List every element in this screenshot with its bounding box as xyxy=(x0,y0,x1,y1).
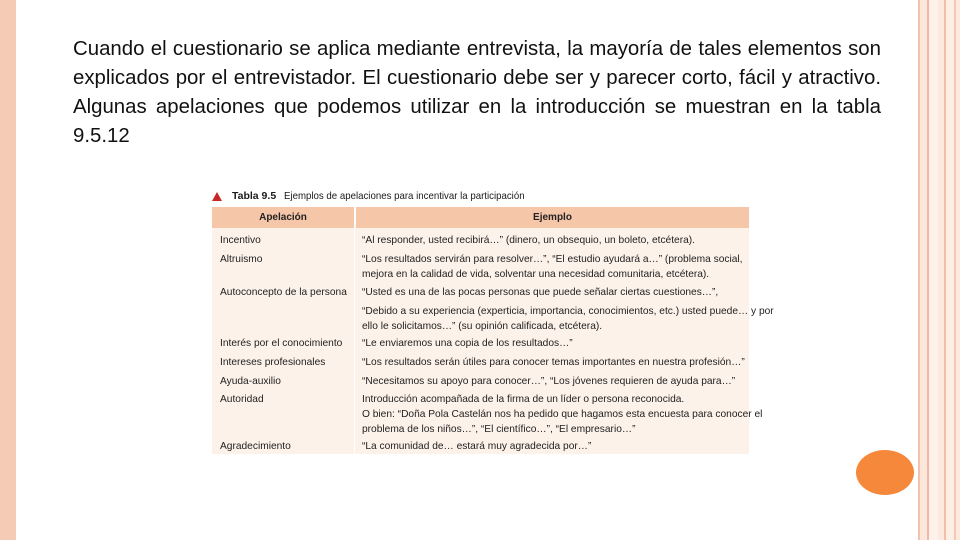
cell-ejemplo-line: “Al responder, usted recibirá…” (dinero, un obsequio, un boleto, etcétera). xyxy=(362,235,695,246)
cell-ejemplo xyxy=(362,285,745,300)
orange-circle-decoration xyxy=(856,450,914,495)
cell-ejemplo-line: mejora en la calidad de vida, solventar una necesidad comunitaria, etcétera). xyxy=(362,269,710,280)
cell-apelacion: Interés por el conocimiento xyxy=(220,338,343,349)
cell-apelacion: Intereses profesionales xyxy=(220,357,326,368)
cell-ejemplo xyxy=(362,374,745,389)
cell-ejemplo-line: “Debido a su experiencia (experticia, importancia, conocimientos, etc.) usted puede… y por xyxy=(362,306,774,317)
cell-ejemplo-line: “Le enviaremos una copia de los resultados…” xyxy=(362,338,573,349)
table-caption-title: Ejemplos de apelaciones para incentivar la participación xyxy=(284,190,525,202)
cell-ejemplo xyxy=(362,392,763,437)
cell-ejemplo-line: “Necesitamos su apoyo para conocer…”, “Los jóvenes requieren de ayuda para…” xyxy=(362,376,736,387)
cell-ejemplo xyxy=(362,439,745,454)
cell-ejemplo-line: O bien: “Doña Pola Castelán nos ha pedido que hagamos esta encuesta para conocer el xyxy=(362,409,763,420)
cell-ejemplo-line: Introducción acompañada de la firma de un líder o persona reconocida. xyxy=(362,394,685,405)
cell-ejemplo xyxy=(362,355,745,370)
cell-apelacion: Incentivo xyxy=(220,235,261,246)
cell-apelacion: Autoconcepto de la persona xyxy=(220,287,347,298)
header-apelacion: Apelación xyxy=(212,207,356,228)
table-caption-label: Tabla 9.5 xyxy=(232,190,277,202)
cell-ejemplo-line: problema de los niños…”, “El científico…”, “El empresario…” xyxy=(362,424,636,435)
table-header xyxy=(212,207,749,228)
cell-ejemplo-line: ello le solicitamos…” (su opinión calificada, etcétera). xyxy=(362,321,603,332)
table-body xyxy=(212,228,774,454)
cell-ejemplo xyxy=(362,336,745,351)
left-decorative-stripe xyxy=(0,0,16,540)
cell-ejemplo xyxy=(362,233,745,248)
cell-apelacion: Altruismo xyxy=(220,254,263,265)
cell-apelacion: Agradecimiento xyxy=(220,441,291,452)
intro-paragraph: Cuando el cuestionario se aplica mediante entrevista, la mayoría de tales elementos son explicados por el entrevistador. El cuestionario debe ser y parecer corto, fácil y atractivo. Algunas apelaciones que podemos utilizar en la introducción se muestran en la tabla 9.5.12 xyxy=(73,38,881,147)
cell-apelacion: Autoridad xyxy=(220,394,264,405)
header-ejemplo: Ejemplo xyxy=(533,212,572,223)
cell-ejemplo-line: “Los resultados servirán para resolver…”, “El estudio ayudará a…” (problema social, xyxy=(362,254,743,265)
right-decorative-frame xyxy=(918,0,960,540)
cell-ejemplo-line: “Usted es una de las pocas personas que puede señalar ciertas cuestiones…”, xyxy=(362,287,719,298)
table-caption xyxy=(212,188,546,204)
cell-ejemplo xyxy=(362,304,774,334)
cell-ejemplo xyxy=(362,252,745,282)
cell-ejemplo-line: “La comunidad de… estará muy agradecida por…” xyxy=(362,441,592,452)
cell-ejemplo-line: “Los resultados serán útiles para conocer temas importantes en nuestra profesión…” xyxy=(362,357,745,368)
cell-apelacion: Ayuda-auxilio xyxy=(220,376,281,387)
triangle-marker-icon xyxy=(212,192,222,201)
appeals-table-figure xyxy=(212,188,774,454)
